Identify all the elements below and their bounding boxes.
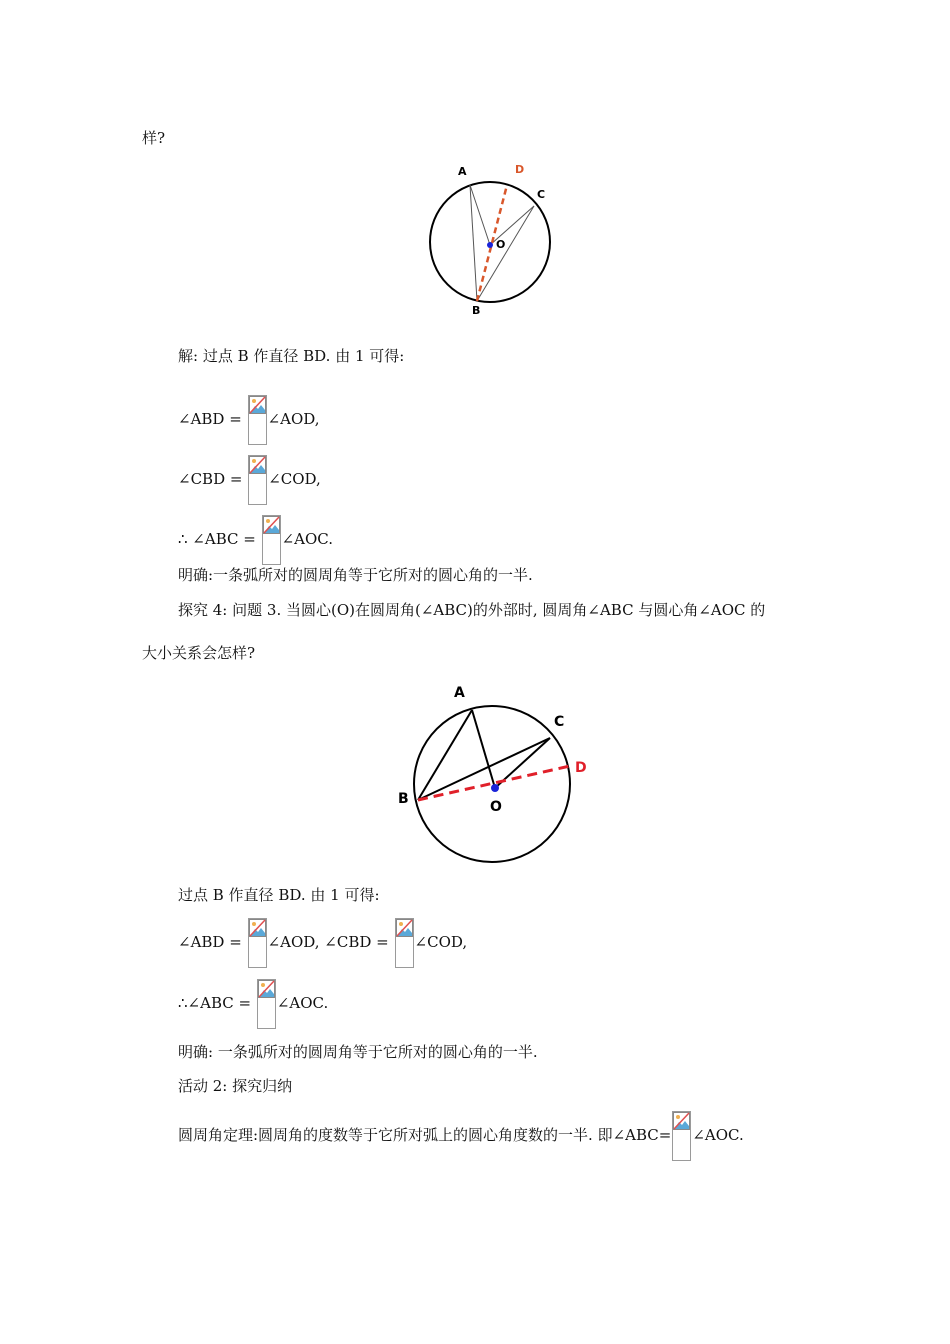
eq-right: ∠AOD, [267,410,320,428]
label-c: C [537,188,546,201]
theorem-line [178,1110,744,1160]
solution-line-2: 过点 B 作直径 BD. 由 1 可得: [178,886,380,904]
eq-right: ∠AOC. [276,994,329,1012]
eq-left: ∠CBD = [178,470,243,488]
equation-abc-2 [178,978,328,1028]
equation-abd-cbd [178,917,467,967]
broken-image-icon [248,395,267,445]
eq-left: ∠ABD = [178,410,242,428]
broken-image-icon [672,1111,691,1161]
center-point [491,784,499,792]
equation-abc [178,514,333,564]
label-a: A [458,165,467,178]
circle [414,706,570,862]
text-line: 样? [142,129,166,147]
exploration-4: 探究 4: 问题 3. 当圆心(O)在圆周角(∠ABC)的外部时, 圆周角∠ABC 与圆心角∠AOC 的 [178,601,766,619]
label-d: D [515,163,525,176]
broken-image-icon [262,515,281,565]
label-c: C [554,714,565,730]
activity-2-heading: 活动 2: 探究归纳 [178,1077,293,1095]
clarification-1: 明确:一条弧所对的圆周角等于它所对的圆心角的一半. [178,566,533,584]
label-a: A [454,685,465,701]
label-o: O [496,238,506,251]
label-o: O [490,799,502,815]
equation-cbd [178,454,321,504]
eq-right: ∠COD, [268,470,321,488]
broken-image-icon [395,918,414,968]
theorem-text: 圆周角定理:圆周角的度数等于它所对弧上的圆心角度数的一半. 即∠ABC= [178,1126,672,1144]
eq-mid: ∠AOD, ∠CBD = [267,933,389,951]
figure-1-circle-diagram [420,158,570,323]
segment-ao [472,710,495,788]
broken-image-icon [248,918,267,968]
label-b: B [472,304,481,317]
label-b: B [398,791,409,807]
figure-2-circle-diagram [390,678,600,868]
eq-left: ∴∠ABC = [178,994,252,1012]
broken-image-icon [248,455,267,505]
broken-image-icon [257,979,276,1029]
label-d: D [575,760,587,776]
solution-line: 解: 过点 B 作直径 BD. 由 1 可得: [178,347,405,365]
chord-bc [477,206,534,301]
equation-abd [178,394,320,444]
eq-left: ∴ ∠ABC = [178,530,256,548]
theorem-end: ∠AOC. [692,1126,744,1144]
eq-right: ∠COD, [414,933,468,951]
eq-right: ∠AOC. [281,530,334,548]
exploration-4-cont: 大小关系会怎样? [142,644,256,662]
clarification-2: 明确: 一条弧所对的圆周角等于它所对的圆心角的一半. [178,1043,538,1061]
eq-left: ∠ABD = [178,933,242,951]
center-point [487,242,493,248]
